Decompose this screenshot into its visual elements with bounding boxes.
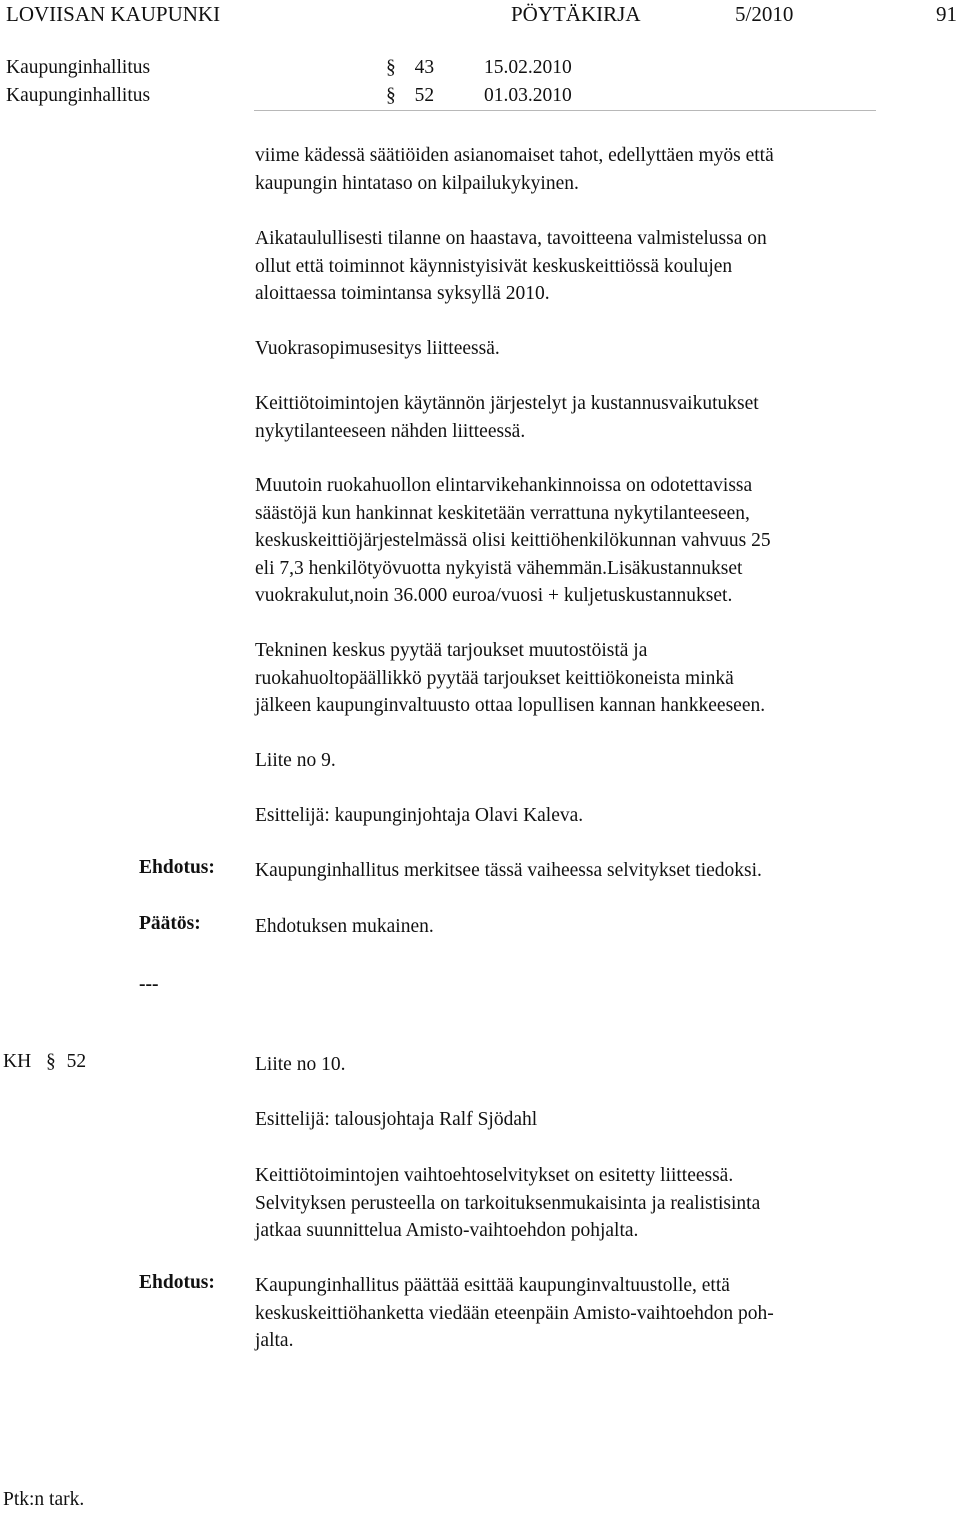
paragraph: Aikataulullisesti tilanne on haastava, tavoitteena valmistelussa on ollut että toiminnot käynnistyisivät keskuskeittiössä koulujen aloittaessa toimintansa syksyllä 2010. (255, 228, 767, 304)
paragraph: Keittiötoimintojen vaihtoehtoselvitykset on esitetty liitteessä. Selvityksen perusteella on tarkoituksenmukaisinta ja realistisinta jatkaa suunnittelua Amisto-vaihtoehdon pohjalta. (255, 1165, 761, 1241)
presenter-line: Esittelijä: talousjohtaja Ralf Sjödahl (255, 1109, 538, 1130)
proposal-text: Kaupunginhallitus merkitsee tässä vaiheessa selvitykset tiedoksi. (255, 860, 762, 881)
section-number: 52 (66, 1051, 87, 1072)
section-mark: § (46, 1051, 56, 1072)
section-number: 43 (414, 57, 435, 78)
decision-label: Päätös: (139, 913, 201, 934)
section-separator: --- (139, 974, 159, 995)
page-number: 91 (936, 2, 957, 26)
section-heading (3, 1051, 86, 1073)
meeting-body: Kaupunginhallitus (6, 85, 151, 106)
attachment-note: Liite no 10. (255, 1054, 346, 1075)
proposal-text: Kaupunginhallitus päättää esittää kaupunginvaltuustolle, että keskuskeittiöhanketta viedään eteenpäin Amisto-vaihtoehdon poh- jalta. (255, 1275, 774, 1351)
paragraph: Tekninen keskus pyytää tarjoukset muutostöistä ja ruokahuoltopäällikkö pyytää tarjoukset keittiökoneista minkä jälkeen kaupunginvaltuusto ottaa lopullisen kannan hankkeeseen. (255, 640, 766, 716)
proposal-label: Ehdotus: (139, 1272, 215, 1293)
attachment-note: Liite no 9. (255, 750, 336, 771)
paragraph: Keittiötoimintojen käytännön järjestelyt ja kustannusvaikutukset nykytilanteeseen nähden liitteessä. (255, 393, 759, 442)
document-number: 5/2010 (735, 2, 794, 26)
document-type: PÖYTÄKIRJA (511, 2, 641, 26)
paragraph: Vuokrasopimusesitys liitteessä. (255, 338, 500, 359)
meeting-date: 15.02.2010 (484, 57, 572, 78)
presenter-line: Esittelijä: kaupunginjohtaja Olavi Kaleva. (255, 805, 584, 826)
organization-name: LOVIISAN KAUPUNKI (6, 2, 221, 26)
meeting-body: Kaupunginhallitus (6, 57, 151, 78)
header-divider (254, 110, 876, 111)
paragraph: Muutoin ruokahuollon elintarvikehankinnoissa on odotettavissa säästöjä kun hankinnat keskitetään verrattuna nykytilanteeseen, keskuskeittiöjärjestelmässä olisi keittiöhenkilökunnan vahvuus 25 eli 7,3 henkilötyövuotta nykyistä vähemmän.Lisäkustannukset vuokrakulut,noin 36.000 euroa/vuosi + kuljetuskustannukset. (255, 475, 771, 606)
footer-note: Ptk:n tark. (3, 1489, 85, 1510)
section-mark: § (386, 57, 396, 78)
section-mark: § (386, 85, 396, 106)
section-number: 52 (414, 85, 435, 106)
decision-text: Ehdotuksen mukainen. (255, 916, 434, 937)
paragraph: viime kädessä säätiöiden asianomaiset tahot, edellyttäen myös että kaupungin hintataso on kilpailukykyinen. (255, 145, 774, 194)
section-code: KH (3, 1051, 32, 1072)
proposal-label: Ehdotus: (139, 857, 215, 878)
meeting-date: 01.03.2010 (484, 85, 572, 106)
meeting-section (386, 57, 434, 79)
meeting-section (386, 85, 434, 107)
